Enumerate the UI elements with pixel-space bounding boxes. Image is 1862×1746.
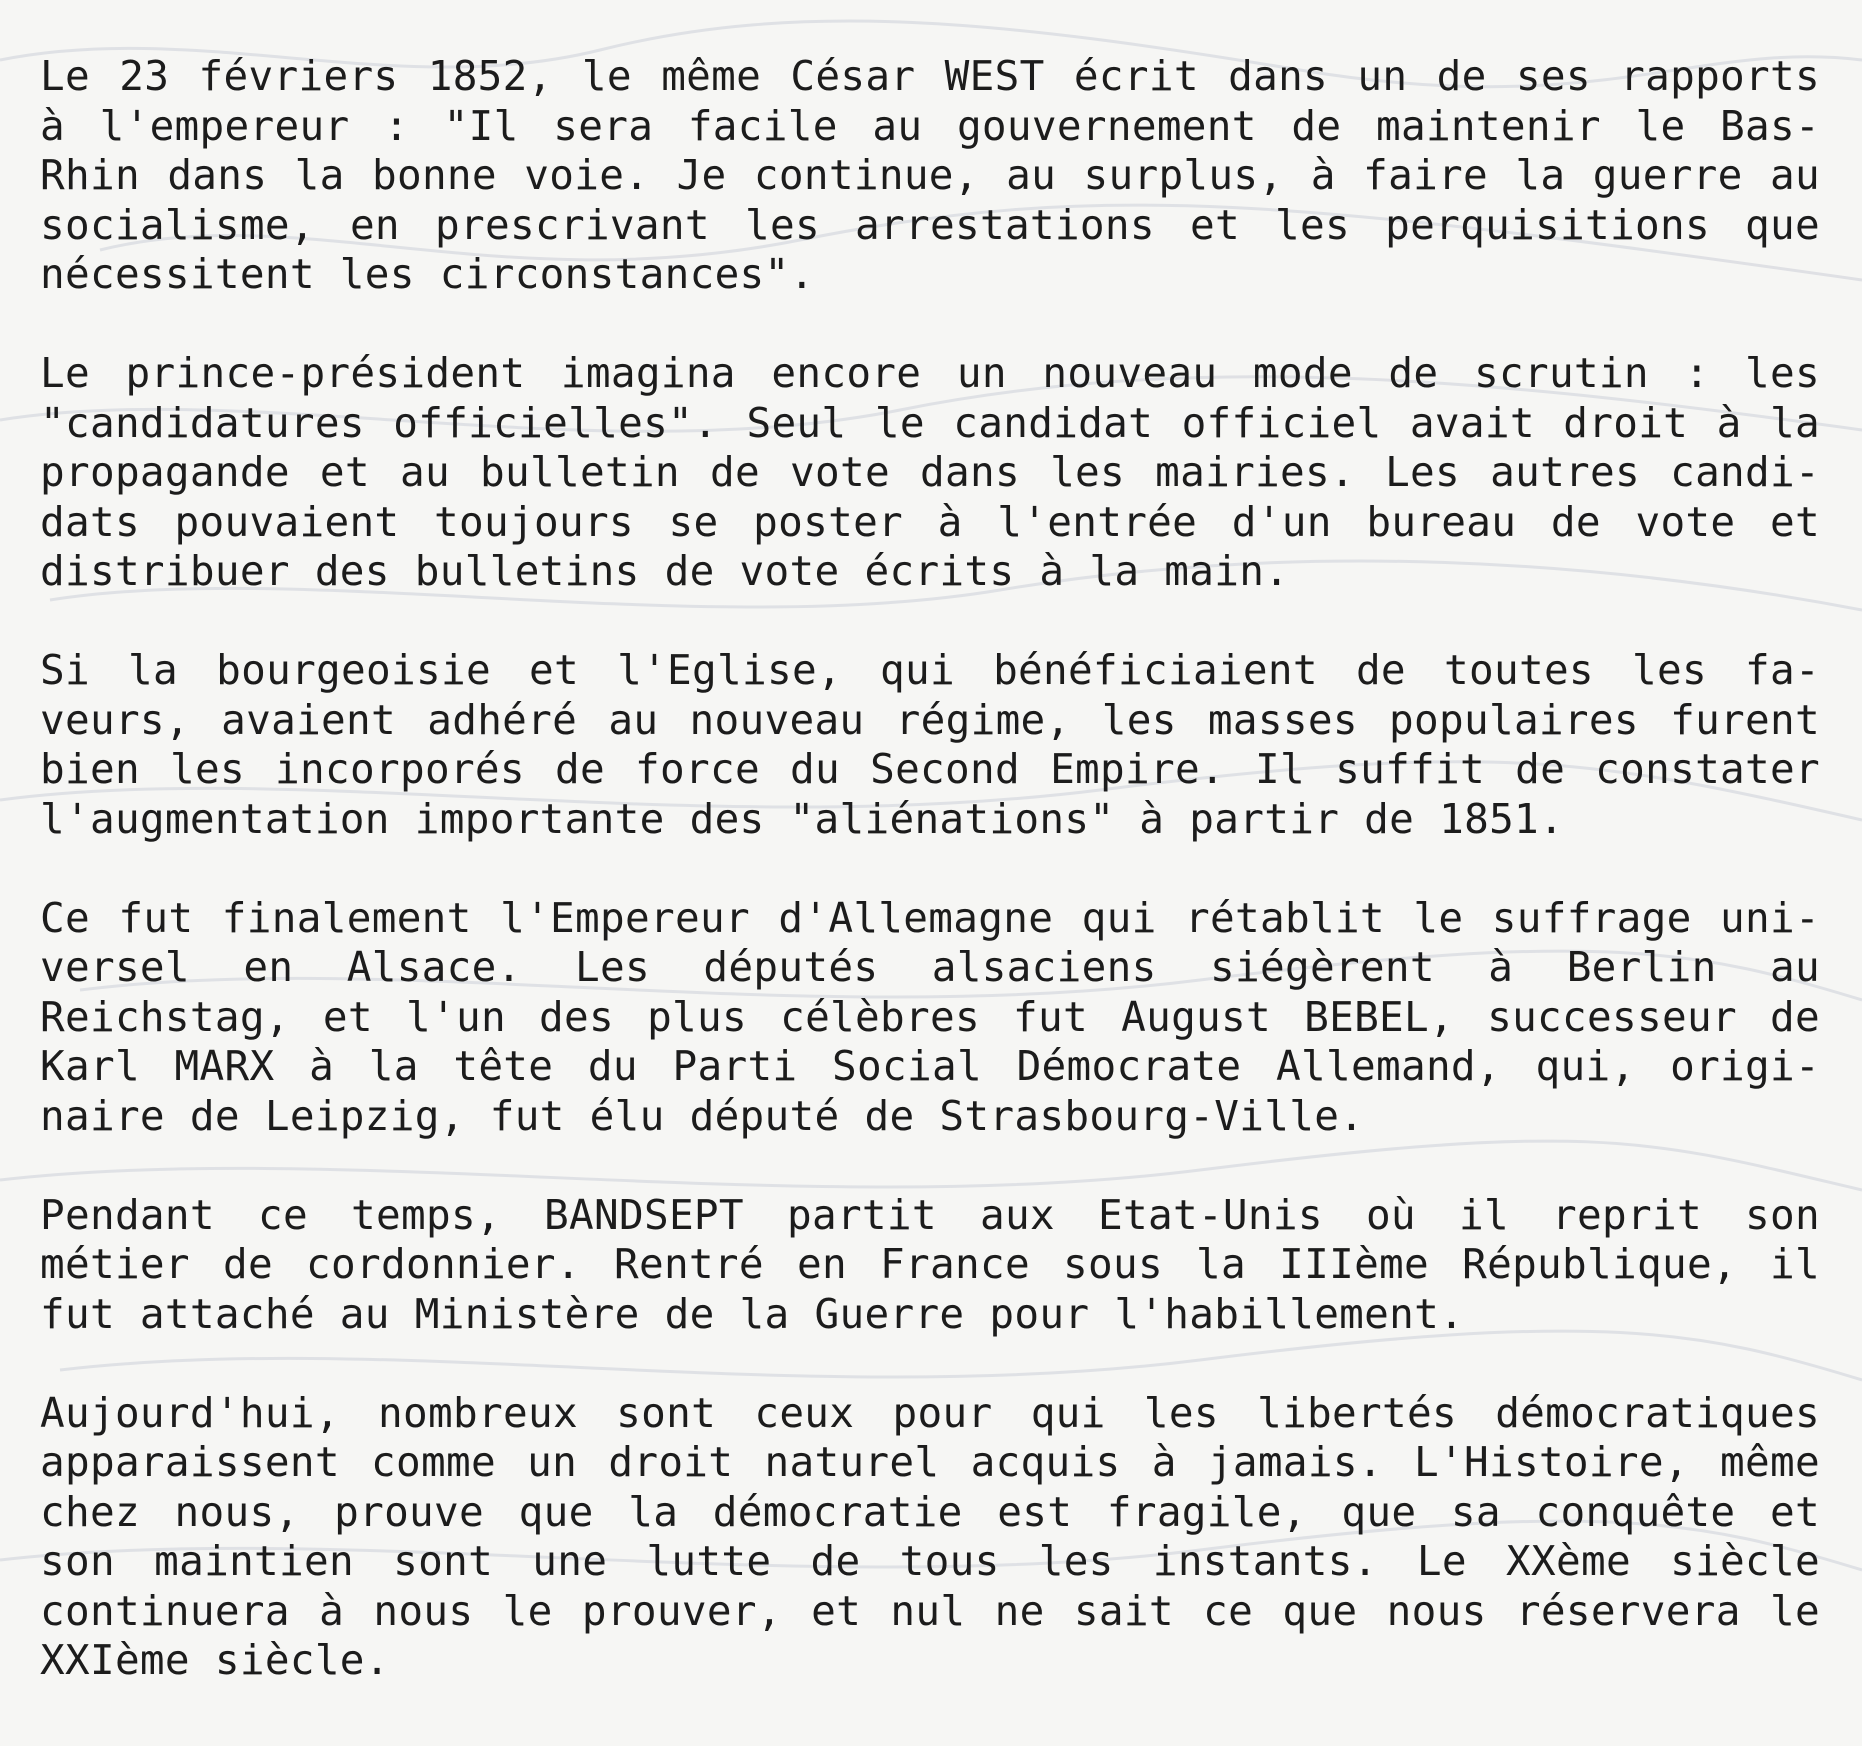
text-line: propagande et au bulletin de vote dans les mairies. Les autres candi- — [40, 448, 1820, 496]
text-line: chez nous, prouve que la démocratie est fragile, que sa conquête et — [40, 1487, 1820, 1536]
text-line: Le 23 févriers 1852, le même César WEST écrit dans un de ses rapports — [40, 52, 1820, 100]
text-line: continuera à nous le prouver, et nul ne sait ce que nous réservera le — [40, 1586, 1820, 1635]
text-line: Rhin dans la bonne voie. Je continue, au surplus, à faire la guerre au — [40, 151, 1820, 199]
text-line: socialisme, en prescrivant les arrestations et les perquisitions que — [40, 200, 1820, 249]
text-line: XXIème siècle. — [40, 1636, 390, 1684]
text-line: Si la bourgeoisie et l'Eglise, qui bénéficiaient de toutes les fa- — [40, 646, 1820, 694]
text-line: son maintien sont une lutte de tous les instants. Le XXème siècle — [40, 1537, 1820, 1585]
text-line: l'augmentation importante des "aliénations" à partir de 1851. — [40, 794, 1565, 843]
text-line: Ce fut finalement l'Empereur d'Allemagne qui rétablit le suffrage uni- — [40, 893, 1820, 942]
text-line: fut attaché au Ministère de la Guerre pour l'habillement. — [40, 1289, 1465, 1338]
text-line: nécessitent les circonstances". — [40, 250, 815, 298]
paragraph — [40, 52, 1820, 300]
text-line: bien les incorporés de force du Second Empire. Il suffit de constater — [40, 745, 1820, 793]
paragraph — [40, 646, 1820, 844]
text-line: à l'empereur : "Il sera facile au gouvernement de maintenir le Bas- — [40, 101, 1820, 150]
text-line: distribuer des bulletins de vote écrits à la main. — [40, 547, 1290, 595]
text-line: veurs, avaient adhéré au nouveau régime, les masses populaires furent — [40, 695, 1820, 744]
text-line: Karl MARX à la tête du Parti Social Démocrate Allemand, qui, origi- — [40, 1042, 1820, 1090]
text-line: métier de cordonnier. Rentré en France sous la IIIème République, il — [40, 1240, 1820, 1288]
text-line: Pendant ce temps, BANDSEPT partit aux Etat-Unis où il reprit son — [40, 1190, 1820, 1239]
text-line: versel en Alsace. Les députés alsaciens siégèrent à Berlin au — [40, 943, 1820, 991]
text-line: apparaissent comme un droit naturel acquis à jamais. L'Histoire, même — [40, 1438, 1820, 1486]
paragraph — [40, 349, 1820, 597]
text-line: naire de Leipzig, fut élu député de Strasbourg-Ville. — [40, 1091, 1365, 1140]
text-line: Aujourd'hui, nombreux sont ceux pour qui les libertés démocratiques — [40, 1388, 1820, 1437]
text-line: Reichstag, et l'un des plus célèbres fut August BEBEL, successeur de — [40, 992, 1820, 1041]
typed-document — [40, 52, 1820, 1735]
text-line: "candidatures officielles". Seul le candidat officiel avait droit à la — [40, 398, 1820, 447]
paragraph — [40, 894, 1820, 1142]
text-line: dats pouvaient toujours se poster à l'entrée d'un bureau de vote et — [40, 497, 1820, 546]
paragraph — [40, 1191, 1820, 1340]
paragraph — [40, 1389, 1820, 1686]
text-line: Le prince-président imagina encore un nouveau mode de scrutin : les — [40, 349, 1820, 397]
